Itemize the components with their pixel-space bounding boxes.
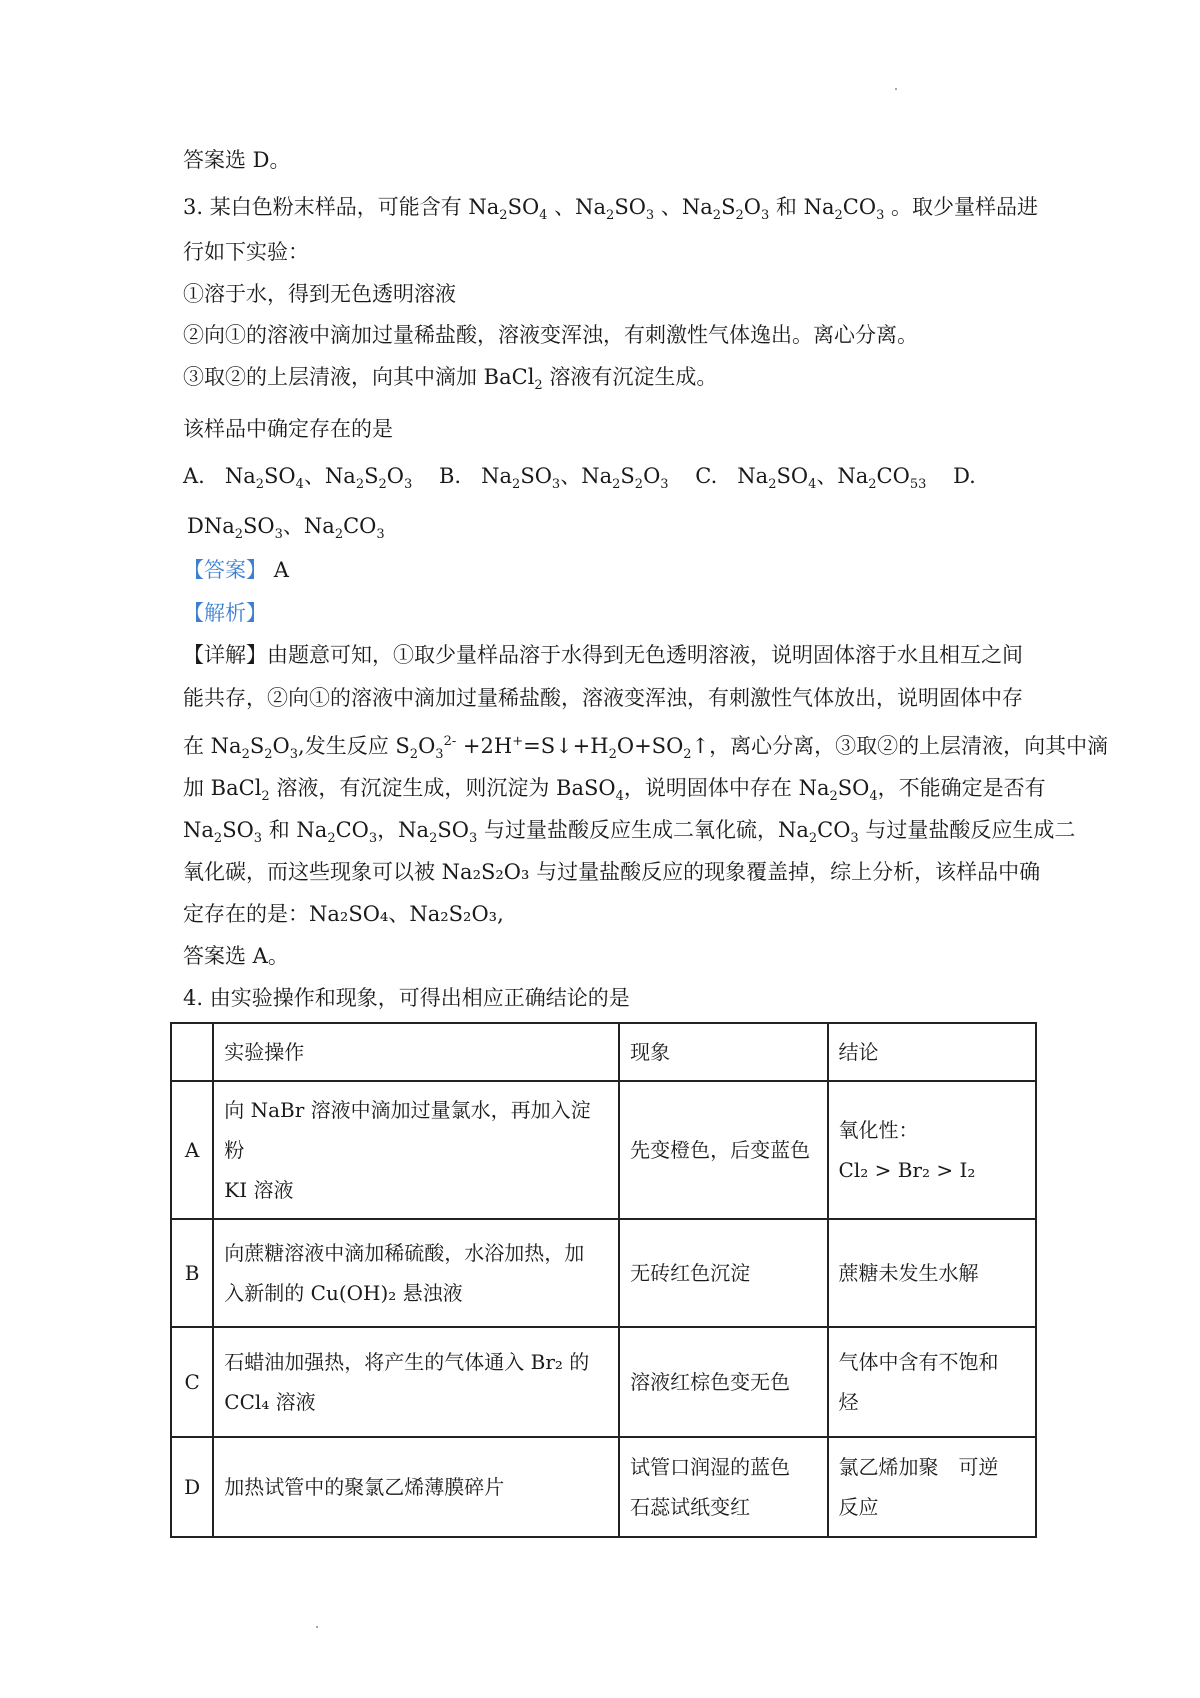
phenomenon-cell: 溶液红棕色变无色 bbox=[619, 1327, 827, 1437]
question-3-stem-cont: 行如下实验： bbox=[183, 240, 309, 264]
detail-line-7: 定存在的是：Na₂SO₄、Na₂S₂O₃, bbox=[183, 902, 504, 926]
table-row bbox=[171, 1081, 1036, 1219]
question-3-stem: 3. 某白色粉末样品，可能含有 $Na_2SO_4$ 、$Na_2SO_3$ 、$Na_2S_2O_3$ 和 $Na_2CO_3$ 。取少量样品进 bbox=[183, 195, 1039, 224]
experiment-table bbox=[170, 1022, 1037, 1538]
phenomenon-cell: 先变橙色，后变蓝色 bbox=[619, 1081, 827, 1219]
detail-line-4: 加 BaCl$_2$ 溶液，有沉淀生成，则沉淀为 BaSO$_4$，说明固体中存在 $Na_2SO_4$，不能确定是否有 bbox=[183, 776, 1046, 805]
detail-line-3: 在 $Na_2S_2O_3$,发生反应 $S_2O_3^{2-}$ $+2H^+=S↓+H_2O+SO_2↑$，离心分离，③取②的上层清液，向其中滴 bbox=[183, 734, 1109, 763]
analysis-tag: 【解析】 bbox=[183, 601, 267, 625]
table-header-cell: 现象 bbox=[619, 1023, 827, 1081]
table-header-row bbox=[171, 1023, 1036, 1081]
conclusion-cell: 氧化性： Cl₂ > Br₂ > I₂ bbox=[828, 1081, 1036, 1219]
table-row bbox=[171, 1327, 1036, 1437]
table-header-cell: 实验操作 bbox=[213, 1023, 619, 1081]
table-row bbox=[171, 1437, 1036, 1537]
answer-line-prev: 答案选 D。 bbox=[183, 148, 291, 172]
operation-cell: 向 NaBr 溶液中滴加过量氯水，再加入淀粉 KI 溶液 bbox=[213, 1081, 619, 1219]
answer-select-a: 答案选 A。 bbox=[183, 944, 289, 968]
table-row bbox=[171, 1219, 1036, 1327]
step-2: ②向①的溶液中滴加过量稀盐酸，溶液变浑浊，有刺激性气体逸出。离心分离。 bbox=[183, 323, 918, 347]
operation-cell: 石蜡油加强热，将产生的气体通入 Br₂ 的 CCl₄ 溶液 bbox=[213, 1327, 619, 1437]
answer-line: 【答案】 A bbox=[183, 558, 289, 582]
option-line: A. $Na_2SO_4$、$Na_2S_2O_3$ B. $Na_2SO_3$、$Na_2S_2O_3$ C. $Na_2SO_4$、$Na_2CO_{53}$ D. bbox=[183, 464, 976, 493]
phenomenon-cell: 试管口润湿的蓝色 石蕊试纸变红 bbox=[619, 1437, 827, 1537]
conclusion-cell: 气体中含有不饱和 烃 bbox=[828, 1327, 1036, 1437]
conclusion-cell: 氯乙烯加聚 可逆 反应 bbox=[828, 1437, 1036, 1537]
option-d: $DNa_2SO_3$、$Na_2CO_3$ bbox=[187, 514, 385, 543]
table-header-cell: 结论 bbox=[828, 1023, 1036, 1081]
scan-dot bbox=[895, 88, 897, 90]
table-header-cell bbox=[171, 1023, 213, 1081]
answer-tag: 【答案】 bbox=[183, 558, 267, 582]
conclusion-cell: 蔗糖未发生水解 bbox=[828, 1219, 1036, 1327]
step-3: ③取②的上层清液，向其中滴加 BaCl$_2$ 溶液有沉淀生成。 bbox=[183, 365, 718, 394]
detail-line-1: 【详解】由题意可知，①取少量样品溶于水得到无色透明溶液，说明固体溶于水且相互之间 bbox=[183, 643, 1023, 667]
row-label: D bbox=[171, 1437, 213, 1537]
operation-cell: 加热试管中的聚氯乙烯薄膜碎片 bbox=[213, 1437, 619, 1537]
row-label: B bbox=[171, 1219, 213, 1327]
question-3-ask: 该样品中确定存在的是 bbox=[183, 417, 393, 441]
scan-dot bbox=[316, 1626, 318, 1628]
phenomenon-cell: 无砖红色沉淀 bbox=[619, 1219, 827, 1327]
step-1: ①溶于水，得到无色透明溶液 bbox=[183, 282, 456, 306]
row-label: A bbox=[171, 1081, 213, 1219]
row-label: C bbox=[171, 1327, 213, 1437]
detail-line-6: 氧化碳，而这些现象可以被 Na₂S₂O₃ 与过量盐酸反应的现象覆盖掉，综上分析，该样品中确 bbox=[183, 860, 1041, 884]
detail-line-2: 能共存，②向①的溶液中滴加过量稀盐酸，溶液变浑浊，有刺激性气体放出，说明固体中存 bbox=[183, 686, 1023, 710]
operation-cell: 向蔗糖溶液中滴加稀硫酸，水浴加热，加 入新制的 Cu(OH)₂ 悬浊液 bbox=[213, 1219, 619, 1327]
question-4-stem: 4. 由实验操作和现象，可得出相应正确结论的是 bbox=[183, 986, 630, 1010]
detail-line-5: $Na_2SO_3$ 和 $Na_2CO_3$，$Na_2SO_3$ 与过量盐酸反应生成二氧化硫，$Na_2CO_3$ 与过量盐酸反应生成二 bbox=[183, 818, 1076, 847]
